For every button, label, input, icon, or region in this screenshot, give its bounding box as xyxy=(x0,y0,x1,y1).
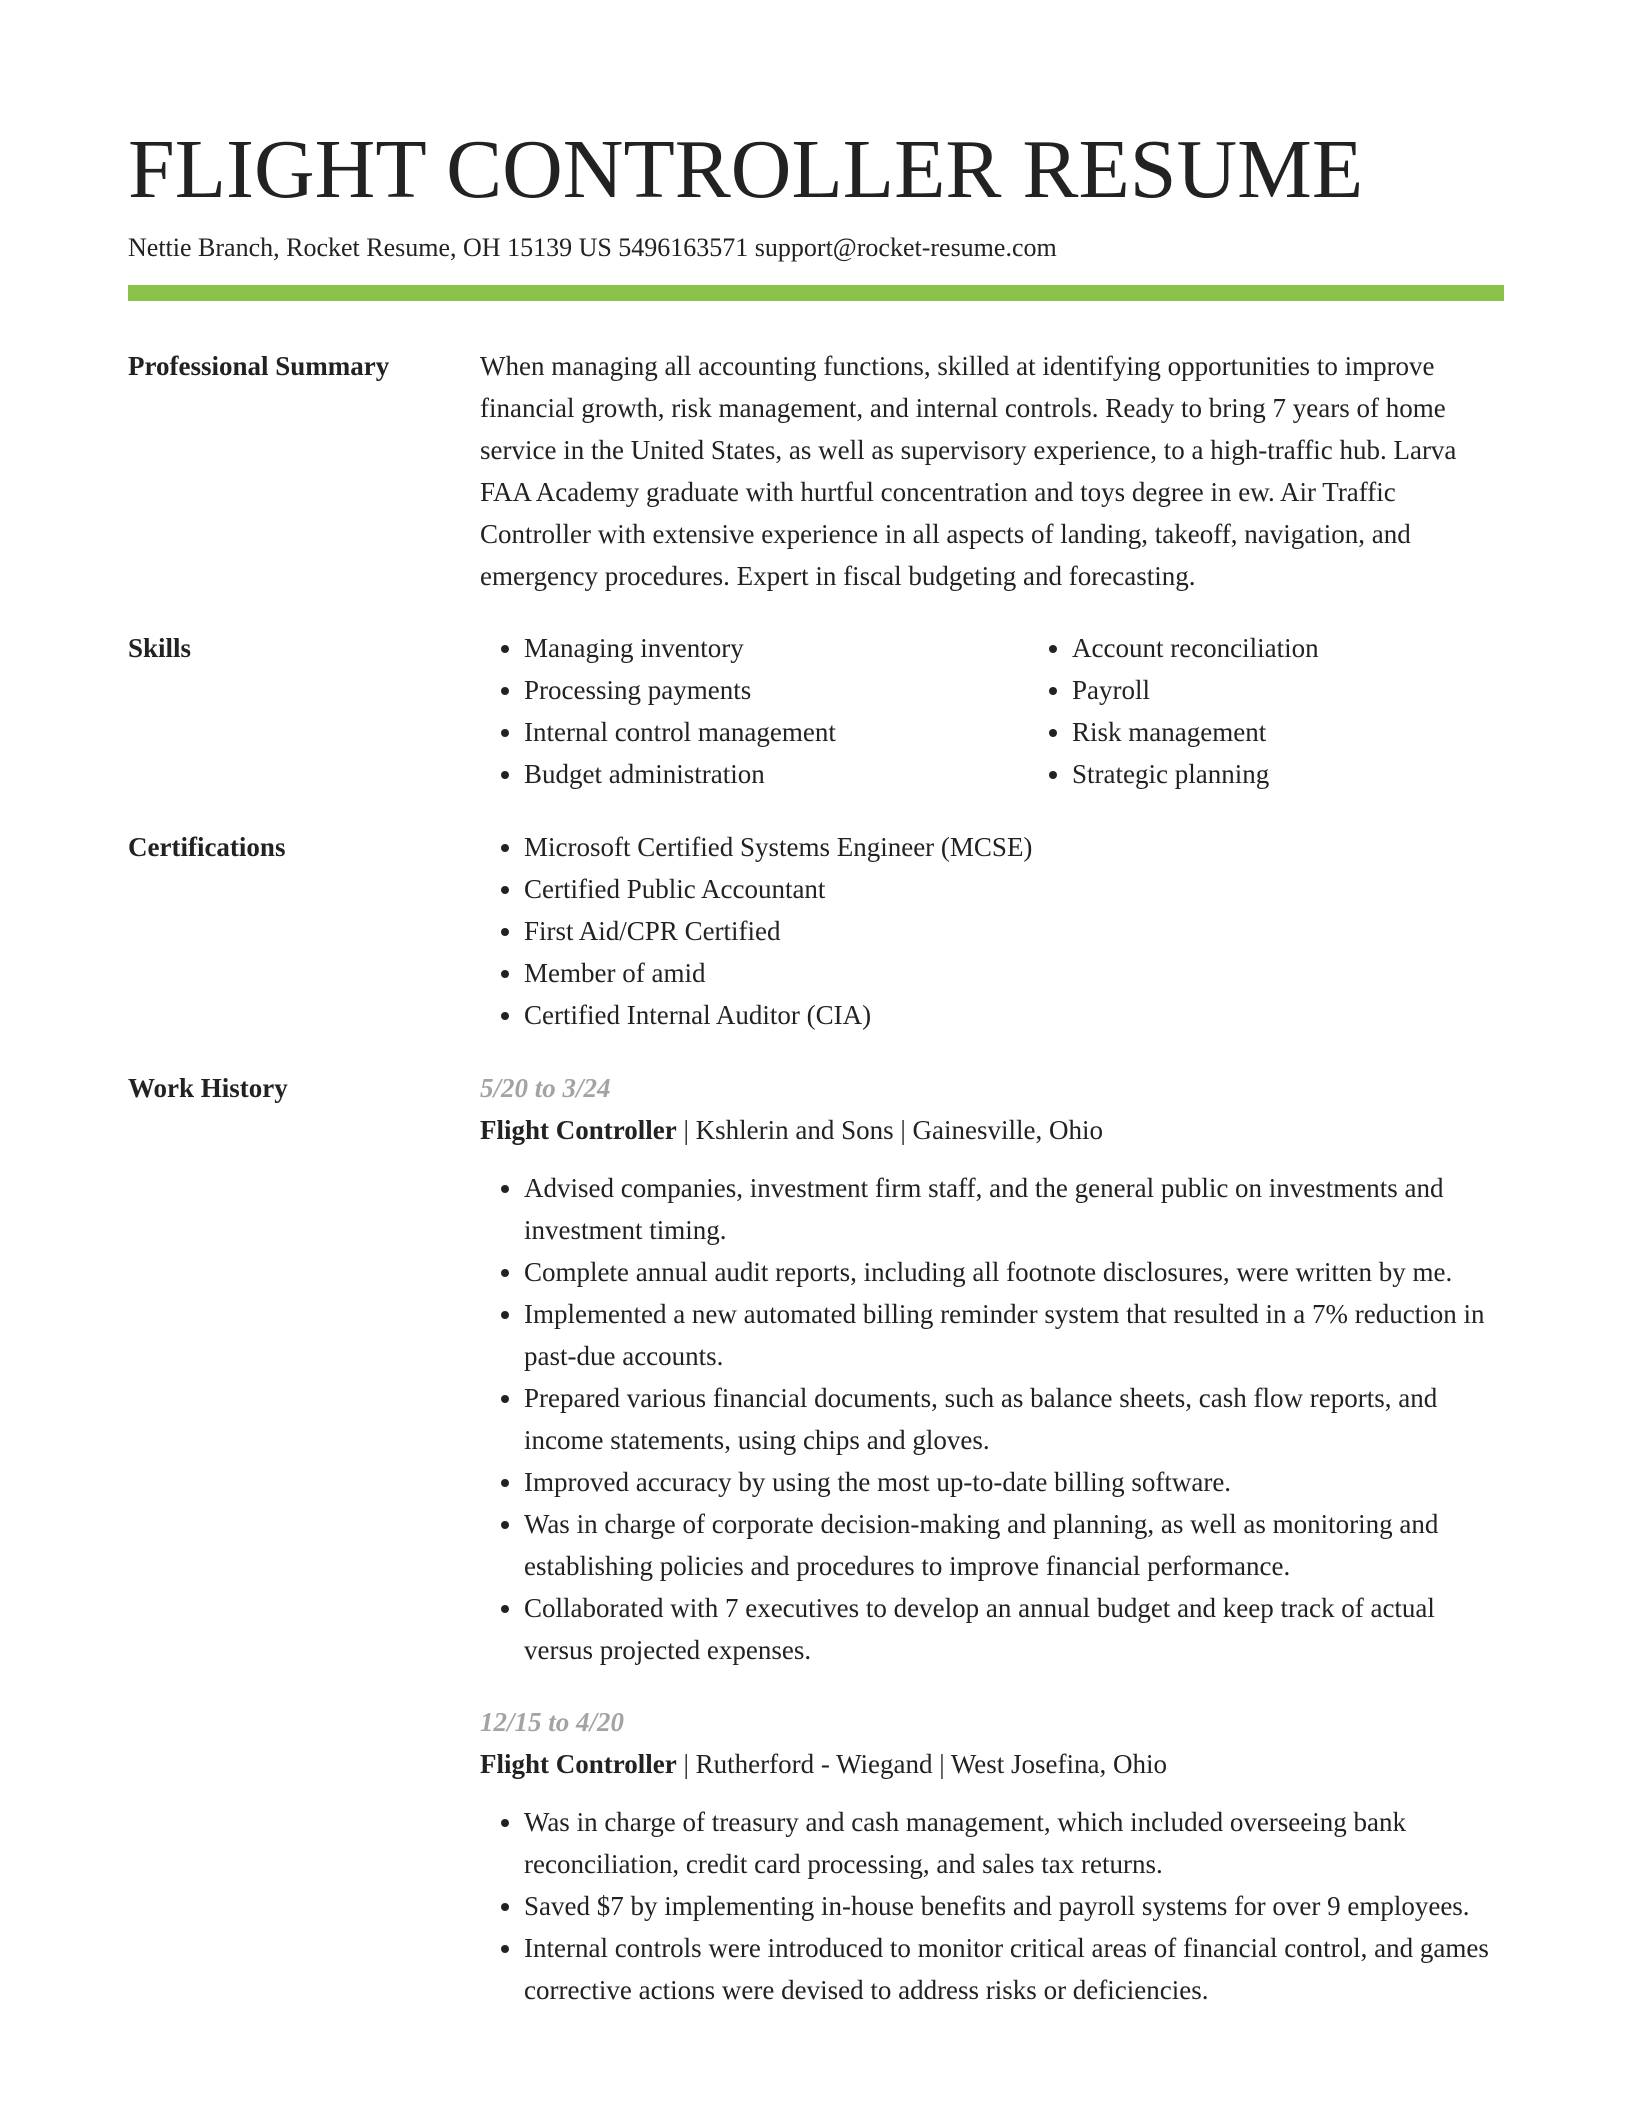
job-heading xyxy=(480,1743,1504,1785)
skill-item: • Processing payments xyxy=(524,669,984,711)
job-bullet: • Was in charge of corporate decision-making and planning, as well as monitoring and establishing policies and procedures to improve financial performance. xyxy=(524,1503,1504,1587)
job-heading xyxy=(480,1109,1504,1151)
job-bullet: • Implemented a new automated billing reminder system that resulted in a 7% reduction in past-due accounts. xyxy=(524,1293,1504,1377)
job-bullets xyxy=(480,1167,1504,1671)
skill-item: • Managing inventory xyxy=(524,627,984,669)
job-bullet: • Saved $7 by implementing in-house benefits and payroll systems for over 9 employees. xyxy=(524,1885,1504,1927)
skill-item: • Budget administration xyxy=(524,753,984,795)
job-bullet: • Collaborated with 7 executives to develop an annual budget and keep track of actual versus projected expenses. xyxy=(524,1587,1504,1671)
job-entry xyxy=(480,1067,1504,1671)
work-history-heading: Work History xyxy=(128,1073,288,1103)
summary-text: When managing all accounting functions, skilled at identifying opportunities to improve financial growth, risk management, and internal controls. Ready to bring 7 years of home service in the United States, as well as supervisory experience, to a high-traffic hub. Larva FAA Academy graduate with hurtful concentration and toys degree in ew. Air Traffic Controller with extensive experience in all aspects of landing, takeoff, navigation, and emergency procedures. Expert in fiscal budgeting and forecasting. xyxy=(480,351,1457,591)
certification-item: • Member of amid xyxy=(524,952,1504,994)
job-bullet: • Complete annual audit reports, including all footnote disclosures, were written by me. xyxy=(524,1251,1504,1293)
certifications-list xyxy=(480,826,1504,1036)
job-bullet: • Was in charge of treasury and cash management, which included overseeing bank reconciliation, credit card processing, and sales tax returns. xyxy=(524,1801,1504,1885)
skills-grid xyxy=(480,627,1504,795)
skills-list-left xyxy=(480,627,984,795)
summary-heading: Professional Summary xyxy=(128,351,390,381)
resume-title: FLIGHT CONTROLLER RESUME xyxy=(128,123,1364,216)
skills-body xyxy=(480,627,1504,795)
skill-item: • Strategic planning xyxy=(1072,753,1532,795)
certification-item: • Certified Internal Auditor (CIA) xyxy=(524,994,1504,1036)
certifications-heading: Certifications xyxy=(128,832,286,862)
certification-item: • Certified Public Accountant xyxy=(524,868,1504,910)
job-entry xyxy=(480,1701,1504,2011)
skill-item: • Internal control management xyxy=(524,711,984,753)
job-bullet: • Advised companies, investment firm staff, and the general public on investments and investment timing. xyxy=(524,1167,1504,1251)
skills-heading: Skills xyxy=(128,633,192,663)
job-title: Flight Controller xyxy=(480,1115,677,1145)
skill-item: • Account reconciliation xyxy=(1072,627,1532,669)
job-employer-location: | Rutherford - Wiegand | West Josefina, Ohio xyxy=(676,1749,1167,1779)
skill-item: • Risk management xyxy=(1072,711,1532,753)
job-title: Flight Controller xyxy=(480,1749,677,1779)
contact-line: Nettie Branch, Rocket Resume, OH 15139 US 5496163571 support@rocket-resume.com xyxy=(128,233,1057,262)
job-bullet: • Internal controls were introduced to monitor critical areas of financial control, and games corrective actions were devised to address risks or deficiencies. xyxy=(524,1927,1504,2011)
work-history-body xyxy=(480,1067,1504,2011)
job-bullets xyxy=(480,1801,1504,2011)
summary-body xyxy=(480,345,1504,597)
certification-item: • First Aid/CPR Certified xyxy=(524,910,1504,952)
skills-list-right xyxy=(1028,627,1532,795)
job-bullet: • Prepared various financial documents, such as balance sheets, cash flow reports, and income statements, using chips and gloves. xyxy=(524,1377,1504,1461)
certifications-body xyxy=(480,826,1504,1036)
skill-item: • Payroll xyxy=(1072,669,1532,711)
job-dates: 5/20 to 3/24 xyxy=(480,1073,611,1103)
job-employer-location: | Kshlerin and Sons | Gainesville, Ohio xyxy=(676,1115,1103,1145)
job-dates: 12/15 to 4/20 xyxy=(480,1707,625,1737)
certification-item: • Microsoft Certified Systems Engineer (MCSE) xyxy=(524,826,1504,868)
accent-divider xyxy=(128,285,1504,301)
job-bullet: • Improved accuracy by using the most up-to-date billing software. xyxy=(524,1461,1504,1503)
